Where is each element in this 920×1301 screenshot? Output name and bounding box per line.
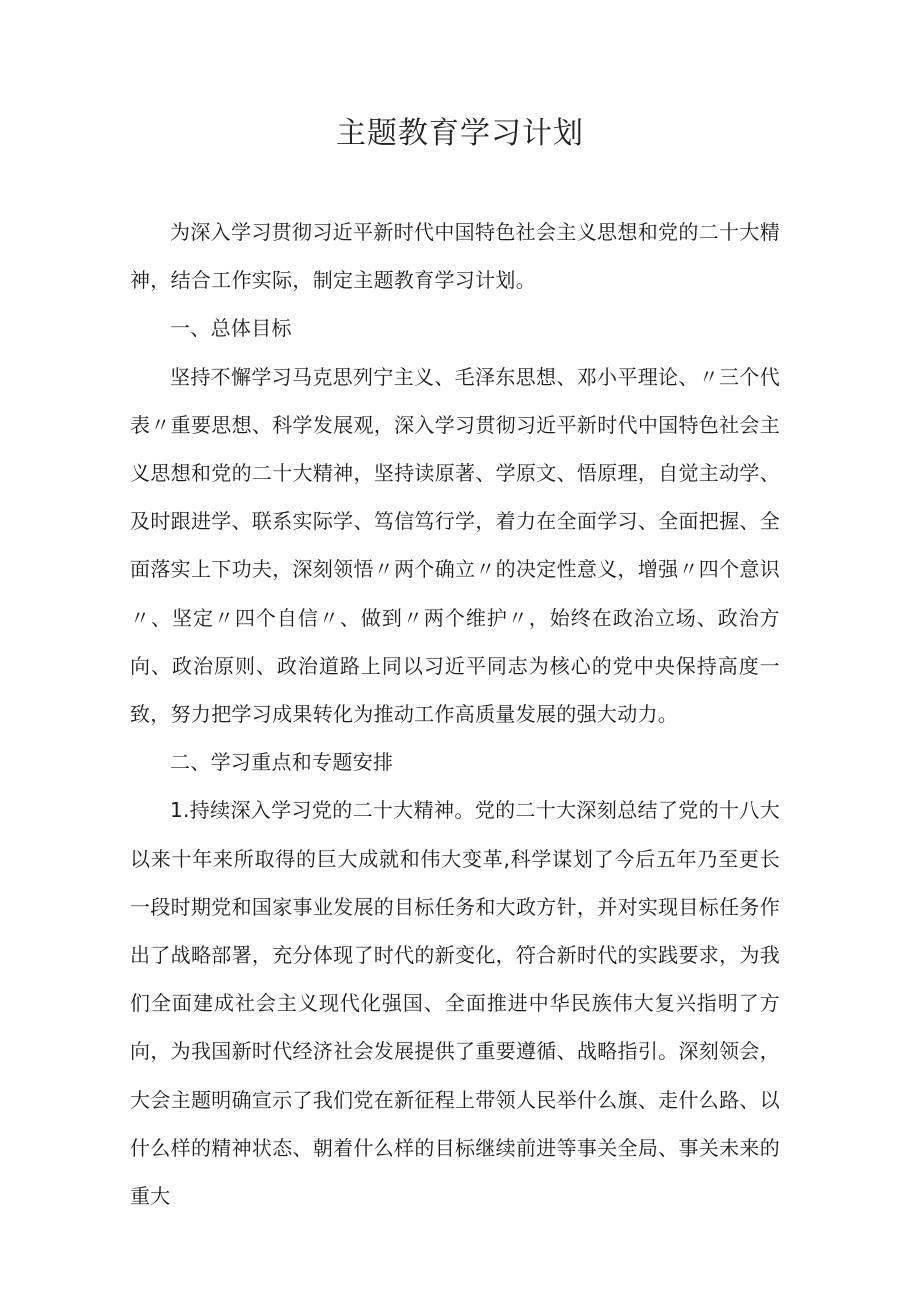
section-heading-overall-goal: 一、总体目标 [170, 316, 292, 341]
document-title: 主题教育学习计划 [336, 116, 584, 151]
document-body [130, 208, 780, 1220]
intro-paragraph: 为深入学习贯彻习近平新时代中国特色社会主义思想和党的二十大精神，结合工作实际，制定主题教育学习计划。 [130, 220, 780, 293]
section-heading-study-focus: 二、学习重点和专题安排 [170, 750, 394, 775]
study-item-1-paragraph: 1.持续深入学习党的二十大精神。党的二十大深刻总结了党的十八大以来十年来所取得的巨大成就和伟大变革,科学谋划了今后五年乃至更长一段时期党和国家事业发展的目标任务和大政方针，并对实现目标任务作出了战略部署，充分体现了时代的新变化，符合新时代的实践要求，为我们全面建成社会主义现代化强国、全面推进中华民族伟大复兴指明了方向，为我国新时代经济社会发展提供了重要遵循、战略指引。深刻领会，大会主题明确宣示了我们党在新征程上带领人民举什么旗、走什么路、以什么样的精神状态、朝着什么样的目标继续前进等事关全局、事关未来的重大 [130, 798, 780, 1209]
overall-goal-paragraph: 坚持不懈学习马克思列宁主义、毛泽东思想、邓小平理论、〃三个代表〃重要思想、科学发展观，深入学习贯彻习近平新时代中国特色社会主义思想和党的二十大精神，坚持读原著、学原文、悟原理，自觉主动学、及时跟进学、联系实际学、笃信笃行学，着力在全面学习、全面把握、全面落实上下功夫，深刻领悟〃两个确立〃的决定性意义，增强〃四个意识〃、坚定〃四个自信〃、做到〃两个维护〃，始终在政治立场、政治方向、政治原则、政治道路上同以习近平同志为核心的党中央保持高度一致，努力把学习成果转化为推动工作高质量发展的强大动力。 [130, 364, 780, 727]
